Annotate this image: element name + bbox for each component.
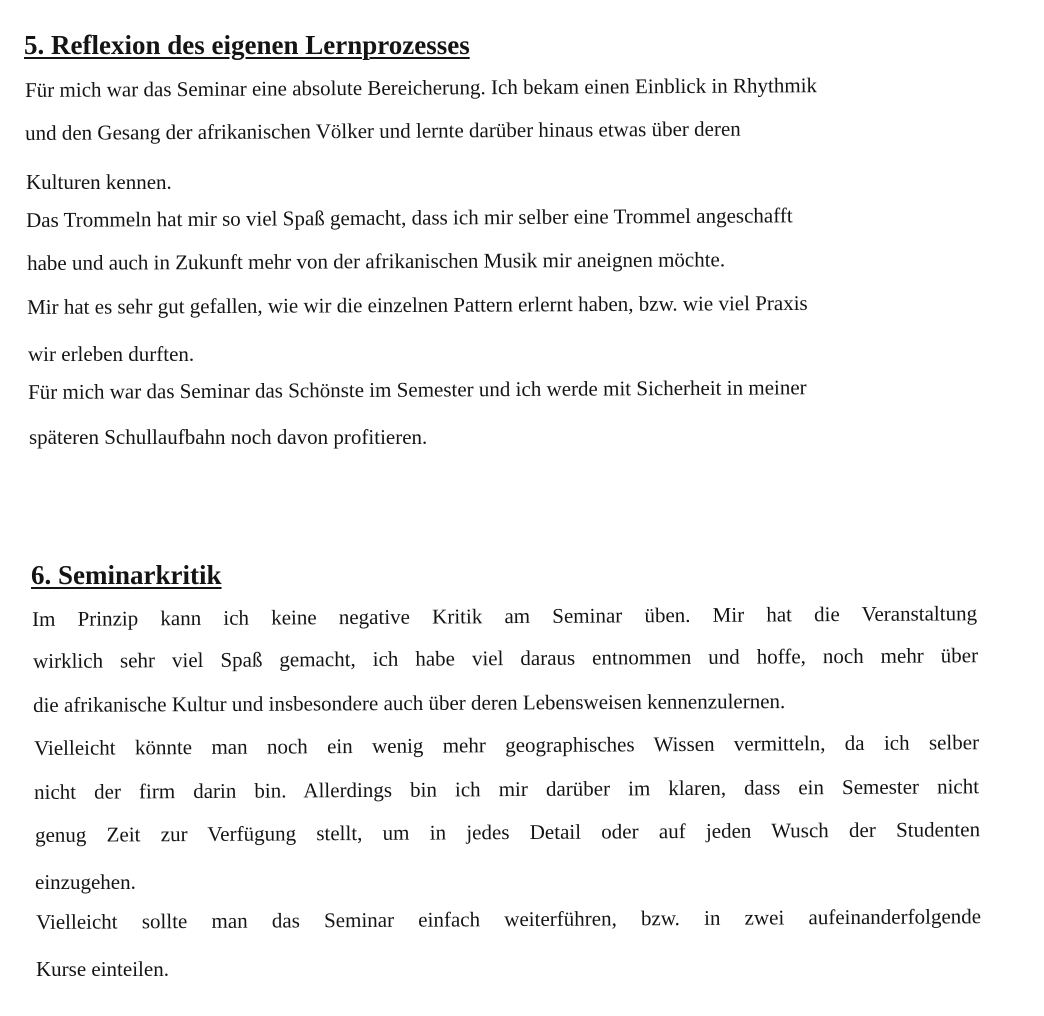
section-5-line: Mir hat es sehr gut gefallen, wie wir die einzelnen Pattern erlernt haben, bzw. wie viel Praxis	[26, 290, 808, 319]
section-5-line: Für mich war das Seminar eine absolute Bereicherung. Ich bekam einen Einblick in Rhythmik	[24, 73, 818, 102]
section-6-line: nicht der firm darin bin. Allerdings bin ich mir darüber im klaren, dass ein Semester nicht	[33, 774, 980, 804]
section-6-line: Kurse einteilen.	[36, 957, 169, 981]
section-6-line: genug Zeit zur Verfügung stellt, um in jedes Detail oder auf jeden Wusch der Studenten	[34, 817, 981, 847]
section-5-heading: 5. Reflexion des eigenen Lernprozesses	[24, 30, 470, 60]
section-6-line: Im Prinzip kann ich keine negative Kritik am Seminar üben. Mir hat die Veranstaltung	[31, 601, 978, 631]
section-6-line: wirklich sehr viel Spaß gemacht, ich habe viel daraus entnommen und hoffe, noch mehr über	[32, 643, 979, 673]
section-5-line: wir erleben durften.	[28, 342, 195, 366]
section-5-line: und den Gesang der afrikanischen Völker und lernte darüber hinaus etwas über deren	[24, 116, 741, 145]
section-5-line: Kulturen kennen.	[26, 170, 172, 194]
section-6-line: Vielleicht sollte man das Seminar einfach weiterführen, bzw. in zwei aufeinanderfolgende	[35, 904, 982, 934]
section-5-line: späteren Schullaufbahn noch davon profitieren.	[29, 425, 428, 449]
section-5-line: Für mich war das Seminar das Schönste im Semester und ich werde mit Sicherheit in meiner	[27, 375, 807, 404]
section-6-line: Vielleicht könnte man noch ein wenig mehr geographisches Wissen vermitteln, da ich selber	[33, 730, 980, 760]
section-6-line: die afrikanische Kultur und insbesondere auch über deren Lebensweisen kennenzulernen.	[32, 689, 786, 717]
section-6-heading: 6. Seminarkritik	[31, 560, 222, 590]
section-5-line: habe und auch in Zukunft mehr von der afrikanischen Musik mir aneignen möchte.	[26, 247, 726, 275]
section-5-line: Das Trommeln hat mir so viel Spaß gemacht, dass ich mir selber eine Trommel angeschafft	[25, 203, 793, 232]
section-6-line: einzugehen.	[35, 870, 136, 894]
